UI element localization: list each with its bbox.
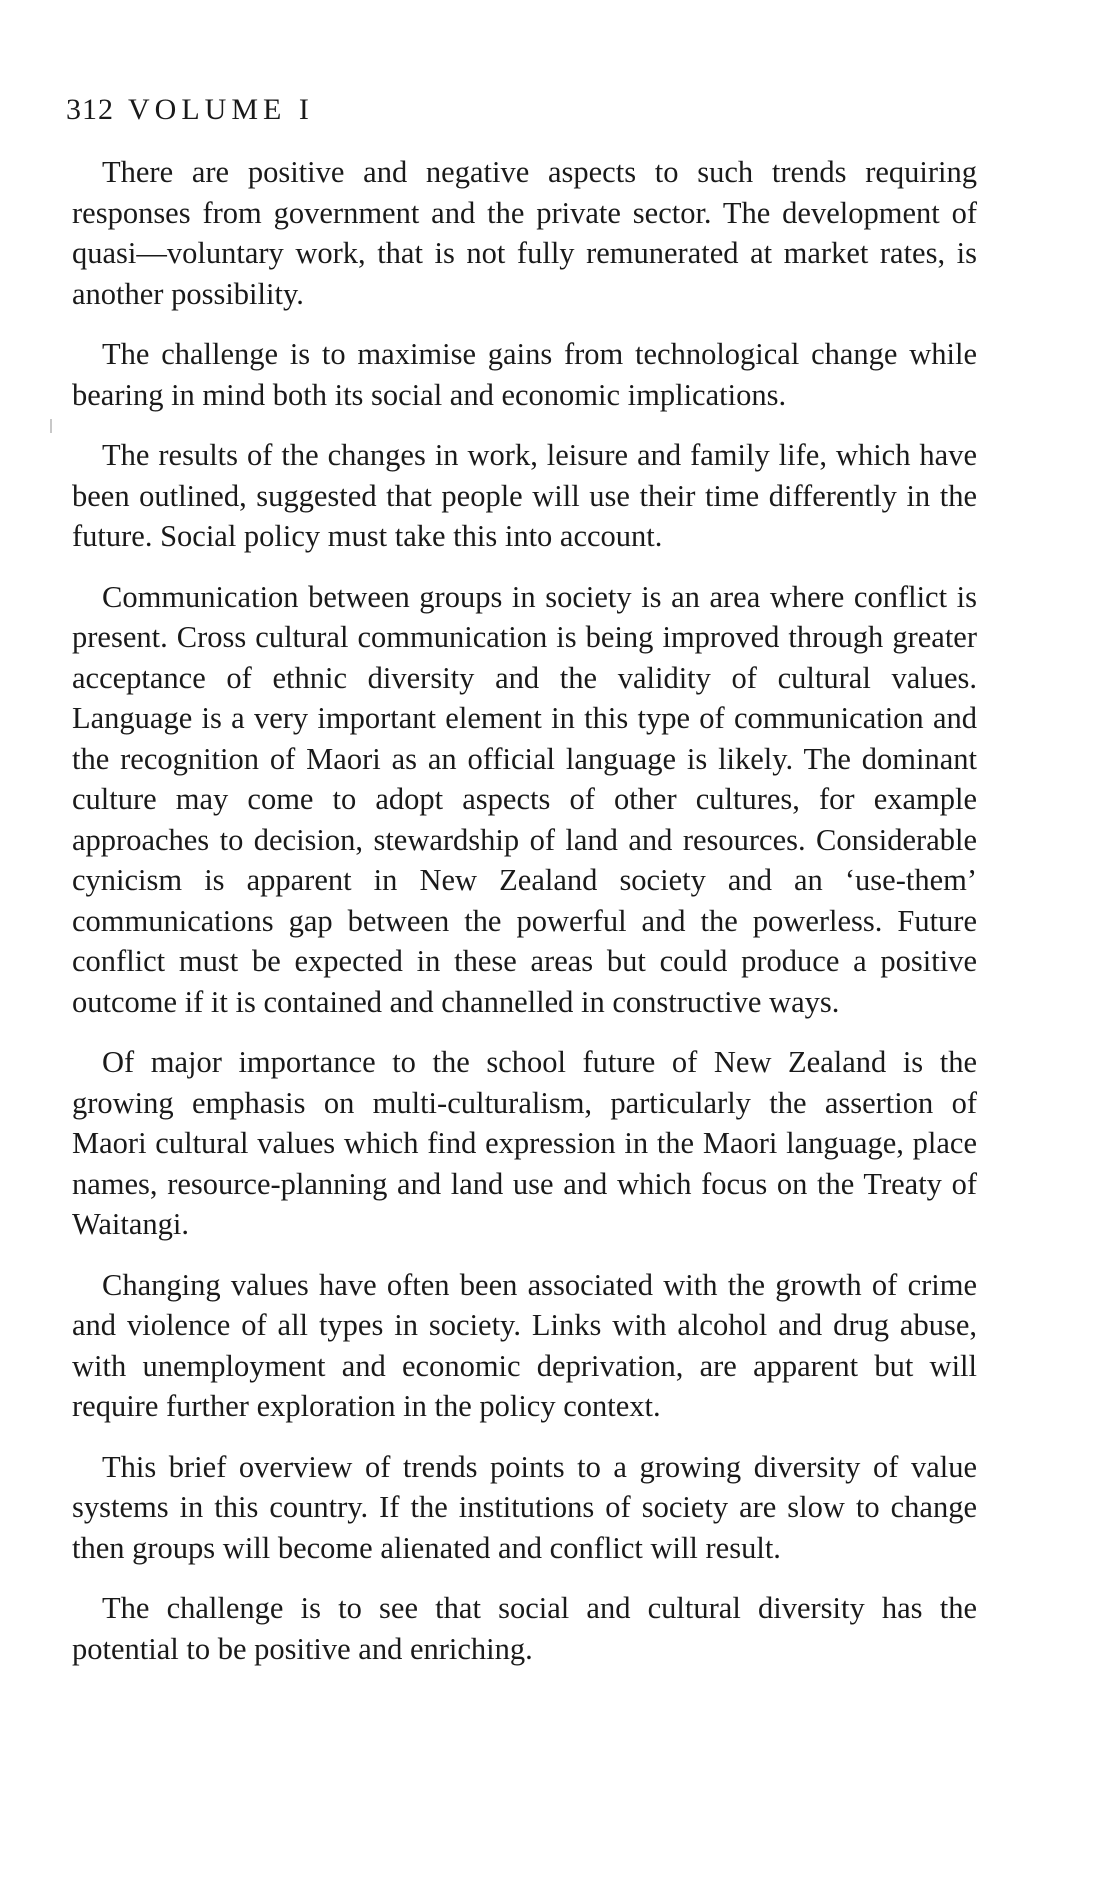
paragraph-time-use: The results of the changes in work, leisure and family life, which have been outlined, suggested that people will use their time differently in the future. Social policy must take this into account. (72, 438, 977, 553)
paragraph-crime-violence: Changing values have often been associated with the growth of crime and violence of all types in society. Links with alcohol and drug abuse, with unemployment and economic deprivation, are apparent but will require further exploration in the policy context. (72, 1267, 977, 1423)
running-head (66, 92, 314, 128)
body-text (72, 152, 977, 1689)
page-number: 312 (66, 93, 114, 126)
paragraph-diversity-challenge: The challenge is to see that social and cultural diversity has the potential to be positive and enriching. (72, 1591, 977, 1666)
paragraph-multiculturalism: Of major importance to the school future of New Zealand is the growing emphasis on multi-culturalism, particularly the assertion of Maori cultural values which find expression in the Maori language, place names, resource-planning and land use and which focus on the Treaty of Waitangi. (72, 1045, 977, 1241)
paragraph-trends-aspects: There are positive and negative aspects to such trends requiring responses from government and the private sector. The development of quasi—voluntary work, that is not fully remunerated at market rates, is another possibility. (72, 155, 977, 311)
margin-mark (50, 419, 52, 433)
paragraph-technological-challenge: The challenge is to maximise gains from technological change while bearing in mind both its social and economic implications. (72, 337, 977, 412)
paragraph-value-systems: This brief overview of trends points to a growing diversity of value systems in this country. If the institutions of society are slow to change then groups will become alienated and conflict will result. (72, 1449, 977, 1565)
volume-label: VOLUME I (128, 93, 314, 126)
paragraph-communication: Communication between groups in society is an area where conflict is present. Cross cultural communication is being improved through greater acceptance of ethnic diversity and the validity of cultural values. Language is a very important element in this type of communication and the recognition of Maori as an official language is likely. The dominant culture may come to adopt aspects of other cultures, for example approaches to decision, stewardship of land and resources. Considerable cynicism is apparent in New Zealand society and an ‘use-them’ communications gap between the powerful and the powerless. Future conflict must be expected in these areas but could produce a positive outcome if it is contained and channelled in constructive ways. (72, 579, 977, 1019)
